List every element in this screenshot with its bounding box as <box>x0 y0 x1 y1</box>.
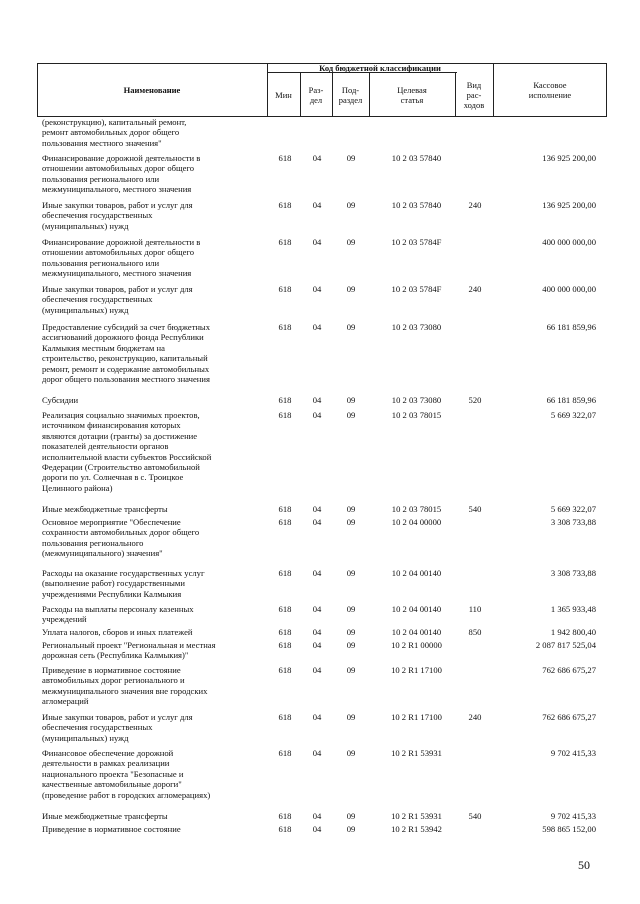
row-name: Реализация социально значимых проектов, источником финансирования которых являются дотации (гранты) за достижение показателей деятельности органов исполнительной власти субъектов Российской Федерации (Строительство автомобильной дороги по ул. Солнечная в с. Троицкое Целинного района) <box>42 410 212 493</box>
row-amount: 762 686 675,27 <box>542 712 596 722</box>
row-target: 10 2 03 57840 <box>391 200 442 210</box>
header-min: Мин <box>275 90 292 100</box>
row-name: Иные межбюджетные трансферты <box>42 811 168 821</box>
row-amount: 3 308 733,88 <box>550 568 596 578</box>
row-amount: 9 702 415,33 <box>550 748 596 758</box>
row-vid: 240 <box>468 200 482 210</box>
row-target: 10 2 03 73080 <box>391 395 442 405</box>
row-podrazdel: 09 <box>346 322 356 332</box>
row-razdel: 04 <box>312 322 322 332</box>
row-podrazdel: 09 <box>346 153 356 163</box>
row-podrazdel: 09 <box>346 627 356 637</box>
header-vid: Вид рас- ходов <box>463 80 485 110</box>
row-target: 10 2 03 78015 <box>391 410 442 420</box>
row-name: Региональный проект "Региональная и местная дорожная сеть (Республика Калмыкия)" <box>42 640 216 661</box>
row-name: Иные закупки товаров, работ и услуг для обеспечения государственных (муниципальных) нужд <box>42 712 193 743</box>
row-vid: 110 <box>468 604 482 614</box>
row-name: Иные закупки товаров, работ и услуг для обеспечения государственных (муниципальных) нужд <box>42 284 193 315</box>
row-razdel: 04 <box>312 517 322 527</box>
row-amount: 5 669 322,07 <box>550 410 596 420</box>
row-razdel: 04 <box>312 811 322 821</box>
row-podrazdel: 09 <box>346 504 356 514</box>
header-name: Наименование <box>123 85 181 95</box>
row-vid: 540 <box>468 811 482 821</box>
row-name: Уплата налогов, сборов и иных платежей <box>42 627 193 637</box>
row-name: Приведение в нормативное состояние автомобильных дорог регионального и межмуниципального значения вне городских агломераций <box>42 665 208 707</box>
row-razdel: 04 <box>312 200 322 210</box>
row-min: 618 <box>278 824 292 834</box>
row-razdel: 04 <box>312 604 322 614</box>
row-podrazdel: 09 <box>346 665 356 675</box>
header-razdel: Раз- дел <box>308 85 324 105</box>
row-podrazdel: 09 <box>346 284 356 294</box>
row-name: Предоставление субсидий за счет бюджетных ассигнований дорожного фонда Республики Калмыкия местным бюджетам на строительство, реконструкцию, капитальный ремонт, ремонт и содержание автомобильных дорог общего пользования местного значения <box>42 322 211 385</box>
row-name: Иные закупки товаров, работ и услуг для обеспечения государственных (муниципальных) нужд <box>42 200 193 231</box>
row-razdel: 04 <box>312 504 322 514</box>
row-amount: 136 925 200,00 <box>542 153 596 163</box>
row-min: 618 <box>278 200 292 210</box>
row-razdel: 04 <box>312 712 322 722</box>
row-name: Финансирование дорожной деятельности в отношении автомобильных дорог общего пользования регионального или межмуниципального, местного значения <box>42 237 201 279</box>
row-amount: 66 181 859,96 <box>546 322 596 332</box>
row-podrazdel: 09 <box>346 568 356 578</box>
row-min: 618 <box>278 748 292 758</box>
row-name: (реконструкцию), капитальный ремонт, ремонт автомобильных дорог общего пользования местного значения" <box>42 117 187 148</box>
header-podrazdel: Под- раздел <box>338 85 363 105</box>
row-amount: 1 365 933,48 <box>550 604 596 614</box>
row-target: 10 2 03 5784F <box>391 284 442 294</box>
header-target: Целевая статья <box>397 85 427 105</box>
row-razdel: 04 <box>312 237 322 247</box>
row-target: 10 2 04 00140 <box>391 627 442 637</box>
row-razdel: 04 <box>312 284 322 294</box>
row-target: 10 2 R1 53942 <box>391 824 442 834</box>
row-podrazdel: 09 <box>346 712 356 722</box>
row-target: 10 2 R1 17100 <box>391 665 442 675</box>
row-razdel: 04 <box>312 665 322 675</box>
row-name: Финансовое обеспечение дорожной деятельности в рамках реализации национального проекта "Безопасные и качественные автомобильные дороги" (проведение работ в городских агломерациях) <box>42 748 211 800</box>
row-min: 618 <box>278 395 292 405</box>
row-podrazdel: 09 <box>346 395 356 405</box>
row-min: 618 <box>278 410 292 420</box>
row-min: 618 <box>278 284 292 294</box>
row-amount: 2 087 817 525,04 <box>535 640 596 650</box>
row-amount: 1 942 800,40 <box>550 627 596 637</box>
row-min: 618 <box>278 517 292 527</box>
row-target: 10 2 04 00140 <box>391 604 442 614</box>
row-amount: 598 865 152,00 <box>542 824 596 834</box>
row-target: 10 2 03 57840 <box>391 153 442 163</box>
row-podrazdel: 09 <box>346 824 356 834</box>
row-vid: 520 <box>468 395 482 405</box>
row-target: 10 2 04 00000 <box>391 517 442 527</box>
page-number: 50 <box>578 858 590 872</box>
row-razdel: 04 <box>312 395 322 405</box>
header-amount: Кассовое исполнение <box>528 80 572 100</box>
row-amount: 762 686 675,27 <box>542 665 596 675</box>
row-podrazdel: 09 <box>346 410 356 420</box>
row-amount: 66 181 859,96 <box>546 395 596 405</box>
row-vid: 850 <box>468 627 482 637</box>
row-name: Иные межбюджетные трансферты <box>42 504 168 514</box>
row-razdel: 04 <box>312 824 322 834</box>
table-header <box>37 63 607 117</box>
row-min: 618 <box>278 568 292 578</box>
row-amount: 400 000 000,00 <box>542 284 596 294</box>
row-razdel: 04 <box>312 627 322 637</box>
row-target: 10 2 R1 17100 <box>391 712 442 722</box>
row-min: 618 <box>278 665 292 675</box>
row-min: 618 <box>278 322 292 332</box>
row-min: 618 <box>278 153 292 163</box>
row-podrazdel: 09 <box>346 604 356 614</box>
row-podrazdel: 09 <box>346 237 356 247</box>
row-podrazdel: 09 <box>346 517 356 527</box>
header-code-group: Код бюджетной классификации <box>319 62 441 73</box>
row-razdel: 04 <box>312 153 322 163</box>
row-vid: 540 <box>468 504 482 514</box>
row-target: 10 2 R1 53931 <box>391 748 442 758</box>
row-min: 618 <box>278 712 292 722</box>
row-podrazdel: 09 <box>346 640 356 650</box>
row-target: 10 2 04 00140 <box>391 568 442 578</box>
row-amount: 5 669 322,07 <box>550 504 596 514</box>
row-min: 618 <box>278 604 292 614</box>
row-min: 618 <box>278 640 292 650</box>
row-min: 618 <box>278 504 292 514</box>
row-vid: 240 <box>468 712 482 722</box>
row-podrazdel: 09 <box>346 811 356 821</box>
row-razdel: 04 <box>312 568 322 578</box>
row-target: 10 2 03 73080 <box>391 322 442 332</box>
row-amount: 136 925 200,00 <box>542 200 596 210</box>
row-razdel: 04 <box>312 410 322 420</box>
row-amount: 9 702 415,33 <box>550 811 596 821</box>
row-vid: 240 <box>468 284 482 294</box>
row-min: 618 <box>278 627 292 637</box>
row-razdel: 04 <box>312 748 322 758</box>
row-name: Финансирование дорожной деятельности в отношении автомобильных дорог общего пользования регионального или межмуниципального, местного значения <box>42 153 201 195</box>
row-razdel: 04 <box>312 640 322 650</box>
row-name: Основное мероприятие "Обеспечение сохранности автомобильных дорог общего пользования регионального (межмуниципального) значения" <box>42 517 200 559</box>
row-target: 10 2 R1 00000 <box>391 640 442 650</box>
row-name: Расходы на оказание государственных услуг (выполнение работ) государственными учреждениями Республики Калмыкия <box>42 568 205 599</box>
row-min: 618 <box>278 237 292 247</box>
row-target: 10 2 03 5784F <box>391 237 442 247</box>
row-amount: 400 000 000,00 <box>542 237 596 247</box>
row-name: Субсидии <box>42 395 79 405</box>
row-target: 10 2 03 78015 <box>391 504 442 514</box>
row-name: Расходы на выплаты персоналу казенных учреждений <box>42 604 194 625</box>
row-name: Приведение в нормативное состояние <box>42 824 181 834</box>
row-min: 618 <box>278 811 292 821</box>
row-podrazdel: 09 <box>346 748 356 758</box>
row-amount: 3 308 733,88 <box>550 517 596 527</box>
row-podrazdel: 09 <box>346 200 356 210</box>
row-target: 10 2 R1 53931 <box>391 811 442 821</box>
